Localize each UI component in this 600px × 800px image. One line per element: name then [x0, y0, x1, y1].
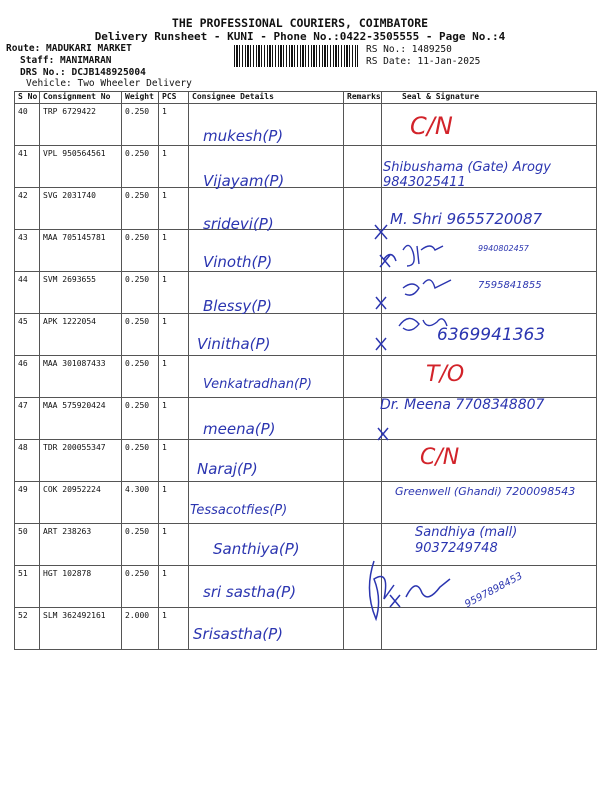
weight: 0.250 — [122, 104, 159, 146]
consignment-no: TRP 6729422 — [40, 104, 122, 146]
sno: 45 — [15, 314, 40, 356]
weight: 0.250 — [122, 146, 159, 188]
pcs: 1 — [159, 566, 189, 608]
sno: 48 — [15, 440, 40, 482]
sno: 44 — [15, 272, 40, 314]
handwritten-consignee: Venkatradhan(P) — [203, 377, 312, 392]
consignment-no: MAA 301087433 — [40, 356, 122, 398]
pcs: 1 — [159, 524, 189, 566]
rs-date: RS Date: 11-Jan-2025 — [366, 56, 481, 67]
pcs: 1 — [159, 482, 189, 524]
pcs: 1 — [159, 230, 189, 272]
sno: 51 — [15, 566, 40, 608]
consignment-no: APK 1222054 — [40, 314, 122, 356]
weight: 0.250 — [122, 440, 159, 482]
handwritten-consignee: Vijayam(P) — [203, 172, 285, 190]
handwritten-consignee: meena(P) — [203, 420, 276, 438]
vehicle-label: Vehicle: Two Wheeler Delivery — [26, 78, 192, 89]
handwritten-consignee: Santhiya(P) — [213, 540, 300, 558]
handwritten-phone: 6369941363 — [437, 325, 546, 345]
sno: 41 — [15, 146, 40, 188]
signature-scribbles-icon — [360, 555, 470, 625]
handwritten-phone: 9940802457 — [478, 244, 529, 253]
route-label: Route: MADUKARI MARKET — [6, 43, 132, 54]
sno: 42 — [15, 188, 40, 230]
table-header — [15, 92, 597, 104]
sno: 50 — [15, 524, 40, 566]
remarks-cell — [344, 146, 382, 188]
handwritten-signature: Greenwell (Ghandi) 7200098543 — [395, 485, 576, 498]
consignment-no: MAA 705145781 — [40, 230, 122, 272]
sno: 52 — [15, 608, 40, 650]
handwritten-consignee: Naraj(P) — [197, 460, 258, 478]
remarks-cell — [344, 104, 382, 146]
sno: 40 — [15, 104, 40, 146]
consignment-no: COK 20952224 — [40, 482, 122, 524]
weight: 0.250 — [122, 356, 159, 398]
pcs: 1 — [159, 188, 189, 230]
handwritten-consignee: Srisastha(P) — [193, 625, 284, 643]
handwritten-signature: Sandhiya (mall) 9037249748 — [415, 525, 518, 556]
handwritten-cn-mark: C/N — [410, 112, 453, 140]
sno: 49 — [15, 482, 40, 524]
handwritten-phone: 7595841855 — [478, 280, 542, 291]
consignment-no: SVG 2031740 — [40, 188, 122, 230]
col-remarks: Remarks — [344, 92, 382, 104]
weight: 0.250 — [122, 314, 159, 356]
col-seal: Seal & Signature — [382, 92, 597, 104]
seal-cell — [382, 440, 597, 482]
handwritten-consignee: Blessy(P) — [203, 297, 272, 315]
pcs: 1 — [159, 272, 189, 314]
handwritten-consignee: sri sastha(P) — [203, 583, 297, 601]
runsheet-title: Delivery Runsheet - KUNI - Phone No.:0422-3505555 - Page No.:4 — [94, 30, 506, 43]
consignment-no: ART 238263 — [40, 524, 122, 566]
sno: 47 — [15, 398, 40, 440]
handwritten-consignee: mukesh(P) — [203, 127, 284, 145]
rs-number: RS No.: 1489250 — [366, 44, 452, 55]
sno: 46 — [15, 356, 40, 398]
sno: 43 — [15, 230, 40, 272]
weight: 0.250 — [122, 272, 159, 314]
handwritten-consignee: sridevi(P) — [203, 215, 274, 233]
handwritten-phone: 9597898453 — [463, 570, 525, 611]
col-weight: Weight — [122, 92, 159, 104]
handwritten-to-mark: T/O — [426, 362, 465, 387]
col-pcs: PCS — [159, 92, 189, 104]
handwritten-cn-mark: C/N — [420, 445, 460, 470]
consignment-no: SLM 362492161 — [40, 608, 122, 650]
weight: 0.250 — [122, 188, 159, 230]
pcs: 1 — [159, 314, 189, 356]
signature-scribbles-icon — [395, 240, 475, 350]
weight: 0.250 — [122, 566, 159, 608]
consignment-no: VPL 950564561 — [40, 146, 122, 188]
barcode — [234, 45, 358, 67]
staff-label: Staff: MANIMARAN — [20, 55, 112, 66]
col-consignee: Consignee Details — [189, 92, 344, 104]
table-row — [15, 104, 597, 146]
handwritten-signature: M. Shri 9655720087 — [390, 210, 543, 228]
pcs: 1 — [159, 440, 189, 482]
pcs: 1 — [159, 104, 189, 146]
pcs: 1 — [159, 608, 189, 650]
weight: 2.000 — [122, 608, 159, 650]
pcs: 1 — [159, 356, 189, 398]
handwritten-signature: Shibushama (Gate) Arogy 9843025411 — [383, 160, 551, 190]
consignment-no: TDR 200055347 — [40, 440, 122, 482]
table-row — [15, 440, 597, 482]
col-consignment: Consignment No — [40, 92, 122, 104]
weight: 0.250 — [122, 398, 159, 440]
pcs: 1 — [159, 146, 189, 188]
handwritten-consignee: Tessacotfies(P) — [190, 503, 288, 518]
col-sno: S No — [15, 92, 40, 104]
table-row — [15, 272, 597, 314]
pcs: 1 — [159, 398, 189, 440]
weight: 0.250 — [122, 230, 159, 272]
consignment-no: HGT 102878 — [40, 566, 122, 608]
handwritten-consignee: Vinoth(P) — [203, 253, 273, 271]
seal-cell — [382, 356, 597, 398]
handwritten-signature: Dr. Meena 7708348807 — [380, 397, 545, 413]
table-row — [15, 608, 597, 650]
drs-label: DRS No.: DCJB148925004 — [20, 67, 146, 78]
company-title: THE PROFESSIONAL COURIERS, COIMBATORE — [171, 16, 429, 30]
weight: 4.300 — [122, 482, 159, 524]
consignment-no: SVM 2693655 — [40, 272, 122, 314]
consignment-no: MAA 575920424 — [40, 398, 122, 440]
weight: 0.250 — [122, 524, 159, 566]
handwritten-consignee: Vinitha(P) — [197, 335, 271, 353]
